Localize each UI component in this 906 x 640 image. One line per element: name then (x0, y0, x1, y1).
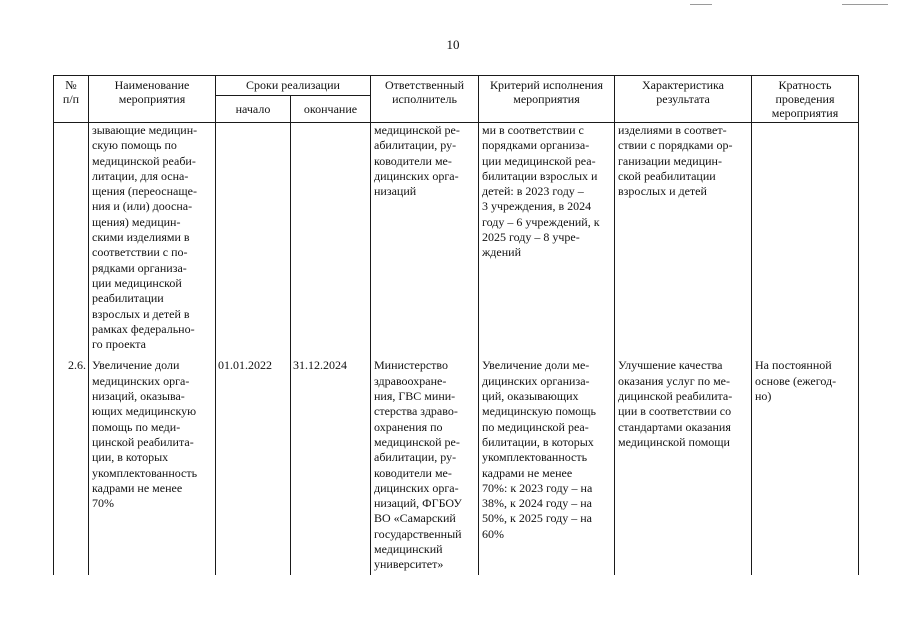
table-header (54, 76, 859, 123)
table-row (54, 354, 859, 574)
cell-num: 2.6. (54, 354, 89, 574)
table-row (54, 123, 859, 355)
cell-name: зывающие медицин- скую помощь по медицинской реаби- литации, для осна- щения (переоснаще- ния и (или) доосна- щения) медицин- скими изделиями в соответствии с по- рядками организа- ции медицинской реабилитации взрослых и детей в рамках федерально- го проекта (89, 123, 216, 355)
cell-responsible: медицинской ре- абилитации, ру- ководители ме- дицинских орга- низаций (371, 123, 479, 355)
cell-end: 31.12.2024 (291, 354, 371, 574)
measures-table (53, 75, 859, 575)
scan-artifact-line (690, 4, 712, 5)
cell-name: Увеличение доли медицинских орга- низаций, оказыва- ющих медицинскую помощь по меди- цинской реабилита- ции, в которых укомплектованность кадрами не менее 70% (89, 354, 216, 574)
header-num: № п/п (54, 76, 89, 123)
header-criterion: Критерий исполнения мероприятия (479, 76, 615, 123)
cell-characteristic: Улучшение качества оказания услуг по ме- дицинской реабилита- ции в соответствии со стандартами оказания медицинской помощи (615, 354, 752, 574)
cell-characteristic: изделиями в соответ- ствии с порядками ор- ганизации медицин- ской реабилитации взрослых и детей (615, 123, 752, 355)
cell-num (54, 123, 89, 355)
cell-criterion: ми в соответствии с порядками организа- ции медицинской реа- билитации взрослых и детей: в 2023 году – 3 учреждения, в 2024 году – 6 учреждений, к 2025 году – 8 учре- ждений (479, 123, 615, 355)
cell-start (216, 123, 291, 355)
header-frequency: Кратность проведения мероприятия (752, 76, 859, 123)
cell-frequency: На постоянной основе (ежегод- но) (752, 354, 859, 574)
cell-frequency (752, 123, 859, 355)
cell-criterion: Увеличение доли ме- дицинских организа- ций, оказывающих медицинскую помощь по медицинской реа- билитации, в которых укомплектованность кадрами не менее 70%: к 2023 году – на 38%, к 2024 году – на 50%, к 2025 году – на 60% (479, 354, 615, 574)
cell-end (291, 123, 371, 355)
header-start: начало (216, 96, 291, 123)
scan-artifact-line (842, 4, 888, 5)
header-terms: Сроки реализации (216, 76, 371, 96)
header-name: Наименование мероприятия (89, 76, 216, 123)
header-characteristic: Характеристика результата (615, 76, 752, 123)
page-number: 10 (446, 37, 460, 52)
cell-responsible: Министерство здравоохране- ния, ГВС мини- стерства здраво- охранения по медицинской ре- абилитации, ру- ководители ме- дицинских орга- низаций, ФГБОУ ВО «Самарский государственный медицинский университет» (371, 354, 479, 574)
header-end: окончание (291, 96, 371, 123)
header-responsible: Ответственный исполнитель (371, 76, 479, 123)
cell-start: 01.01.2022 (216, 354, 291, 574)
